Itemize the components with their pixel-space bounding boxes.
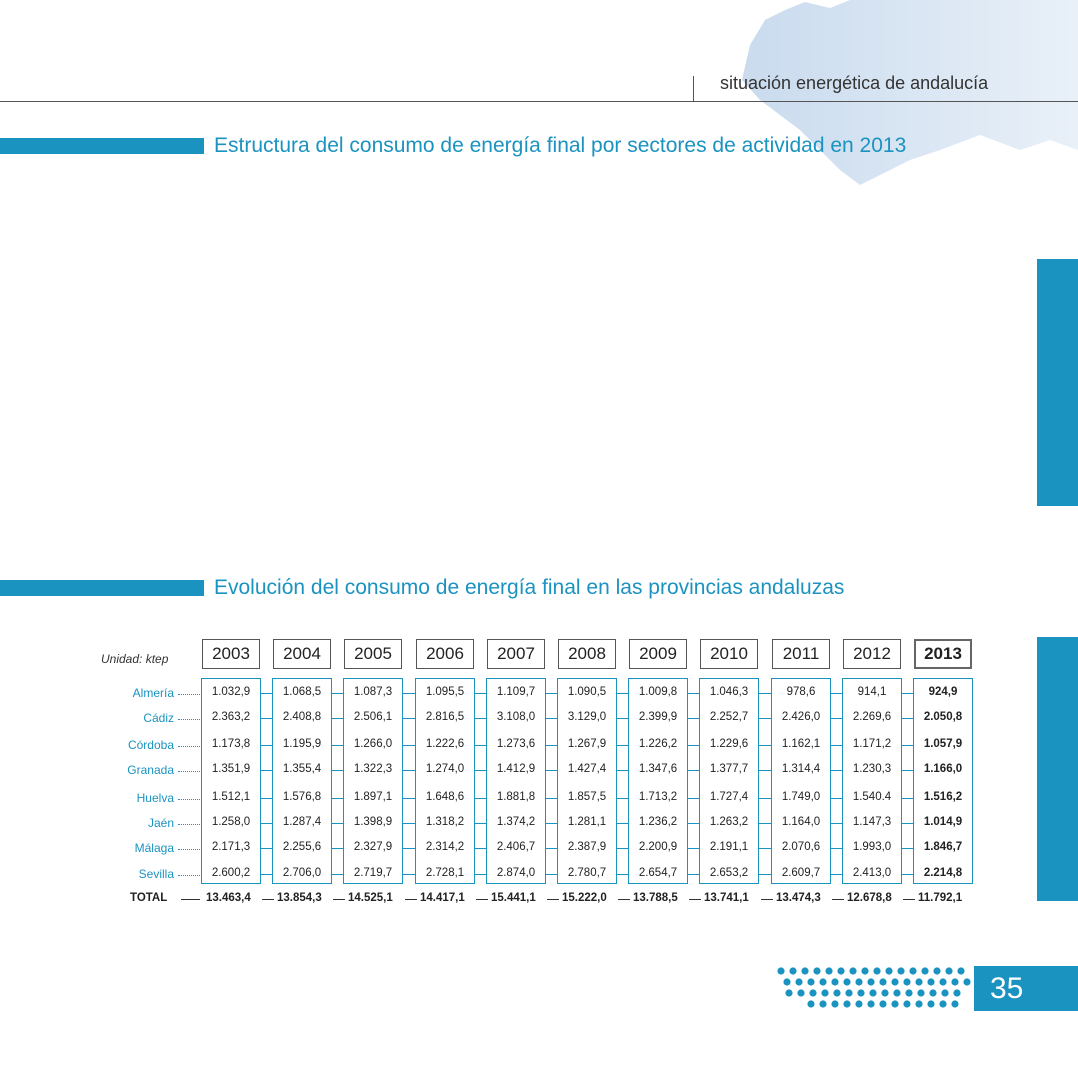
- row-connector: [759, 718, 771, 719]
- row-connector: [403, 823, 415, 824]
- leader-dots: [178, 849, 200, 850]
- cell-value: 1.087,3: [353, 686, 393, 698]
- decorative-dot: [857, 989, 864, 996]
- cell-value: 2.214,8: [923, 867, 963, 879]
- leader-dots: [178, 799, 200, 800]
- decorative-dot: [881, 989, 888, 996]
- cell-value: 2.399,9: [638, 711, 678, 723]
- total-value-7: 13.741,1: [704, 892, 749, 904]
- decorative-dot: [951, 1000, 958, 1007]
- total-connector: [832, 899, 844, 900]
- cell-value: 2.314,2: [425, 841, 465, 853]
- total-connector: [333, 899, 345, 900]
- row-connector: [759, 693, 771, 694]
- cell-value: 1.109,7: [496, 686, 536, 698]
- decorative-dot: [831, 978, 838, 985]
- row-connector: [759, 848, 771, 849]
- header-title: situación energética de andalucía: [720, 73, 989, 93]
- cell-value: 1.576,8: [282, 791, 322, 803]
- leader-dots: [178, 719, 200, 720]
- total-connector: [405, 899, 417, 900]
- cell-value: 1.318,2: [425, 816, 465, 828]
- year-header-8: 2011: [772, 639, 830, 669]
- decorative-dot: [813, 967, 820, 974]
- decorative-dot: [849, 967, 856, 974]
- row-connector: [759, 770, 771, 771]
- decorative-dot: [845, 989, 852, 996]
- cell-value: 2.327,9: [353, 841, 393, 853]
- year-column-8: [771, 678, 831, 884]
- total-connector: [262, 899, 274, 900]
- cell-value: 1.195,9: [282, 738, 322, 750]
- province-label: Córdoba: [127, 738, 174, 752]
- row-connector: [759, 745, 771, 746]
- decorative-dot: [953, 989, 960, 996]
- row-connector: [403, 693, 415, 694]
- row-connector: [759, 823, 771, 824]
- decorative-dot: [819, 978, 826, 985]
- cell-value: 1.032,9: [211, 686, 251, 698]
- cell-value: 1.057,9: [923, 738, 963, 750]
- cell-value: 2.719,7: [353, 867, 393, 879]
- cell-value: 2.413,0: [852, 867, 892, 879]
- decorative-dot: [795, 978, 802, 985]
- decorative-dot: [821, 989, 828, 996]
- year-column-9: [842, 678, 902, 884]
- decorative-dot: [929, 989, 936, 996]
- year-header-2: 2005: [344, 639, 402, 669]
- total-connector: [903, 899, 915, 900]
- cell-value: 1.993,0: [852, 841, 892, 853]
- decorative-dot: [867, 978, 874, 985]
- cell-value: 2.506,1: [353, 711, 393, 723]
- cell-value: 1.281,1: [567, 816, 607, 828]
- cell-value: 1.322,3: [353, 763, 393, 775]
- cell-value: 1.412,9: [496, 763, 536, 775]
- decorative-dot: [945, 967, 952, 974]
- row-connector: [403, 745, 415, 746]
- province-label: Almería: [132, 686, 174, 700]
- cell-value: 1.267,9: [567, 738, 607, 750]
- decorative-dot: [801, 967, 808, 974]
- total-value-9: 12.678,8: [847, 892, 892, 904]
- year-column-4: [486, 678, 546, 884]
- decorative-dot: [825, 967, 832, 974]
- year-column-1: [272, 678, 332, 884]
- total-value-6: 13.788,5: [633, 892, 678, 904]
- total-value-0: 13.463,4: [206, 892, 251, 904]
- leader-dots: [178, 771, 200, 772]
- decorative-dot: [785, 989, 792, 996]
- cell-value: 1.347,6: [638, 763, 678, 775]
- decorative-dot: [885, 967, 892, 974]
- section-title-1: Estructura del consumo de energía final por sectores de actividad en 2013: [214, 134, 907, 157]
- total-value-4: 15.441,1: [491, 892, 536, 904]
- year-header-7: 2010: [700, 639, 758, 669]
- decorative-dot: [879, 978, 886, 985]
- decorative-dot: [869, 989, 876, 996]
- decorative-dot: [893, 989, 900, 996]
- decorative-dot: [927, 978, 934, 985]
- decorative-dot: [855, 1000, 862, 1007]
- page-number-badge: [974, 966, 1078, 1011]
- year-column-7: [699, 678, 759, 884]
- total-connector: [476, 899, 488, 900]
- cell-value: 1.427,4: [567, 763, 607, 775]
- cell-value: 2.191,1: [709, 841, 749, 853]
- cell-value: 1.273,6: [496, 738, 536, 750]
- decorative-dot-grid: [775, 966, 975, 1012]
- cell-value: 2.600,2: [211, 867, 251, 879]
- decorative-dot: [903, 978, 910, 985]
- header-separator: [693, 76, 694, 102]
- cell-value: 1.516,2: [923, 791, 963, 803]
- decorative-dot: [867, 1000, 874, 1007]
- cell-value: 2.816,5: [425, 711, 465, 723]
- decorative-dot: [891, 1000, 898, 1007]
- cell-value: 1.713,2: [638, 791, 678, 803]
- leader-dots: [178, 694, 200, 695]
- row-connector: [403, 874, 415, 875]
- leader-dots: [178, 875, 200, 876]
- cell-value: 2.653,2: [709, 867, 749, 879]
- decorative-dot: [941, 989, 948, 996]
- unit-label: Unidad: ktep: [101, 652, 169, 666]
- cell-value: 1.226,2: [638, 738, 678, 750]
- decorative-dot: [843, 978, 850, 985]
- decorative-dot: [903, 1000, 910, 1007]
- cell-value: 1.351,9: [211, 763, 251, 775]
- decorative-dot: [939, 1000, 946, 1007]
- cell-value: 1.222,6: [425, 738, 465, 750]
- cell-value: 1.229,6: [709, 738, 749, 750]
- province-label: Cádiz: [143, 711, 174, 725]
- cell-value: 1.398,9: [353, 816, 393, 828]
- cell-value: 1.355,4: [282, 763, 322, 775]
- cell-value: 1.095,5: [425, 686, 465, 698]
- year-header-1: 2004: [273, 639, 331, 669]
- cell-value: 1.648,6: [425, 791, 465, 803]
- cell-value: 2.363,2: [211, 711, 251, 723]
- decorative-dot: [819, 1000, 826, 1007]
- leader-dots: [178, 824, 200, 825]
- year-column-2: [343, 678, 403, 884]
- year-header-0: 2003: [202, 639, 260, 669]
- row-connector: [759, 798, 771, 799]
- header-rule: [0, 101, 1078, 102]
- cell-value: 914,1: [857, 686, 887, 698]
- cell-value: 1.230,3: [852, 763, 892, 775]
- cell-value: 2.654,7: [638, 867, 678, 879]
- cell-value: 2.255,6: [282, 841, 322, 853]
- cell-value: 2.387,9: [567, 841, 607, 853]
- cell-value: 1.857,5: [567, 791, 607, 803]
- decorative-dot: [927, 1000, 934, 1007]
- year-column-10: [913, 678, 973, 884]
- cell-value: 1.727,4: [709, 791, 749, 803]
- decorative-dot: [917, 989, 924, 996]
- cell-value: 1.374,2: [496, 816, 536, 828]
- total-value-2: 14.525,1: [348, 892, 393, 904]
- cell-value: 1.266,0: [353, 738, 393, 750]
- section-bar-1: [0, 138, 204, 154]
- province-label: Huelva: [136, 791, 174, 805]
- year-header-4: 2007: [487, 639, 545, 669]
- decorative-dot: [873, 967, 880, 974]
- side-tab-upper: [1037, 259, 1078, 506]
- cell-value: 1.014,9: [923, 816, 963, 828]
- decorative-dot: [809, 989, 816, 996]
- decorative-dot: [783, 978, 790, 985]
- province-label: Jaén: [147, 816, 174, 830]
- total-connector: [547, 899, 559, 900]
- row-connector: [403, 798, 415, 799]
- province-label: Granada: [127, 763, 174, 777]
- cell-value: 3.129,0: [567, 711, 607, 723]
- cell-value: 1.846,7: [923, 841, 963, 853]
- province-label: Sevilla: [138, 867, 174, 881]
- cell-value: 1.377,7: [709, 763, 749, 775]
- year-column-5: [557, 678, 617, 884]
- cell-value: 1.314,4: [781, 763, 821, 775]
- total-connector: [689, 899, 701, 900]
- year-header-6: 2009: [629, 639, 687, 669]
- decorative-dot: [897, 967, 904, 974]
- cell-value: 1.258,0: [211, 816, 251, 828]
- cell-value: 1.171,2: [852, 738, 892, 750]
- row-connector: [759, 874, 771, 875]
- cell-value: 1.009,8: [638, 686, 678, 698]
- decorative-dot: [915, 978, 922, 985]
- cell-value: 1.263,2: [709, 816, 749, 828]
- decorative-dot: [963, 978, 970, 985]
- total-value-10: 11.792,1: [918, 892, 963, 904]
- cell-value: 2.269,6: [852, 711, 892, 723]
- cell-value: 1.749,0: [781, 791, 821, 803]
- cell-value: 1.274,0: [425, 763, 465, 775]
- total-connector: [618, 899, 630, 900]
- cell-value: 2.252,7: [709, 711, 749, 723]
- decorative-dot: [855, 978, 862, 985]
- cell-value: 2.609,7: [781, 867, 821, 879]
- cell-value: 2.050,8: [923, 711, 963, 723]
- section-bar-2: [0, 580, 204, 596]
- total-label: TOTAL: [130, 892, 168, 904]
- year-header-10: 2013: [914, 639, 972, 669]
- decorative-dot: [909, 967, 916, 974]
- decorative-dot: [807, 1000, 814, 1007]
- total-value-8: 13.474,3: [776, 892, 821, 904]
- decorative-dot: [905, 989, 912, 996]
- year-column-6: [628, 678, 688, 884]
- decorative-dot: [957, 967, 964, 974]
- decorative-dot: [777, 967, 784, 974]
- cell-value: 1.046,3: [709, 686, 749, 698]
- cell-value: 1.162,1: [781, 738, 821, 750]
- decorative-dot: [807, 978, 814, 985]
- cell-value: 2.408,8: [282, 711, 322, 723]
- decorative-dot: [951, 978, 958, 985]
- side-tab-lower: [1037, 637, 1078, 901]
- cell-value: 1.897,1: [353, 791, 393, 803]
- cell-value: 2.780,7: [567, 867, 607, 879]
- decorative-dot: [837, 967, 844, 974]
- total-value-1: 13.854,3: [277, 892, 322, 904]
- decorative-dot: [789, 967, 796, 974]
- year-header-5: 2008: [558, 639, 616, 669]
- cell-value: 1.881,8: [496, 791, 536, 803]
- cell-value: 978,6: [786, 686, 816, 698]
- decorative-dot: [843, 1000, 850, 1007]
- cell-value: 2.171,3: [211, 841, 251, 853]
- andalucia-map-illustration: [730, 0, 1078, 190]
- cell-value: 2.070,6: [781, 841, 821, 853]
- cell-value: 1.147,3: [852, 816, 892, 828]
- year-header-9: 2012: [843, 639, 901, 669]
- decorative-dot: [879, 1000, 886, 1007]
- cell-value: 2.426,0: [781, 711, 821, 723]
- cell-value: 3.108,0: [496, 711, 536, 723]
- total-value-5: 15.222,0: [562, 892, 607, 904]
- cell-value: 2.874,0: [496, 867, 536, 879]
- decorative-dot: [915, 1000, 922, 1007]
- decorative-dot: [891, 978, 898, 985]
- cell-value: 1.068,5: [282, 686, 322, 698]
- decorative-dot: [861, 967, 868, 974]
- cell-value: 2.406,7: [496, 841, 536, 853]
- decorative-dot: [939, 978, 946, 985]
- year-column-3: [415, 678, 475, 884]
- leader-dots: [178, 746, 200, 747]
- total-connector: [181, 899, 200, 900]
- total-value-3: 14.417,1: [420, 892, 465, 904]
- cell-value: 2.706,0: [282, 867, 322, 879]
- row-connector: [403, 718, 415, 719]
- cell-value: 1.540.4: [852, 791, 892, 803]
- page-number: 35: [990, 971, 1024, 1005]
- province-label: Málaga: [134, 841, 174, 855]
- decorative-dot: [833, 989, 840, 996]
- year-column-0: [201, 678, 261, 884]
- cell-value: 2.200,9: [638, 841, 678, 853]
- year-header-3: 2006: [416, 639, 474, 669]
- decorative-dot: [831, 1000, 838, 1007]
- cell-value: 2.728,1: [425, 867, 465, 879]
- decorative-dot: [933, 967, 940, 974]
- section-title-2: Evolución del consumo de energía final en las provincias andaluzas: [214, 576, 845, 599]
- cell-value: 1.287,4: [282, 816, 322, 828]
- cell-value: 1.173,8: [211, 738, 251, 750]
- cell-value: 1.166,0: [923, 763, 963, 775]
- decorative-dot: [921, 967, 928, 974]
- cell-value: 924,9: [928, 686, 958, 698]
- cell-value: 1.164,0: [781, 816, 821, 828]
- decorative-dot: [797, 989, 804, 996]
- cell-value: 1.512,1: [211, 791, 251, 803]
- total-connector: [761, 899, 773, 900]
- row-connector: [403, 770, 415, 771]
- cell-value: 1.236,2: [638, 816, 678, 828]
- cell-value: 1.090,5: [567, 686, 607, 698]
- row-connector: [403, 848, 415, 849]
